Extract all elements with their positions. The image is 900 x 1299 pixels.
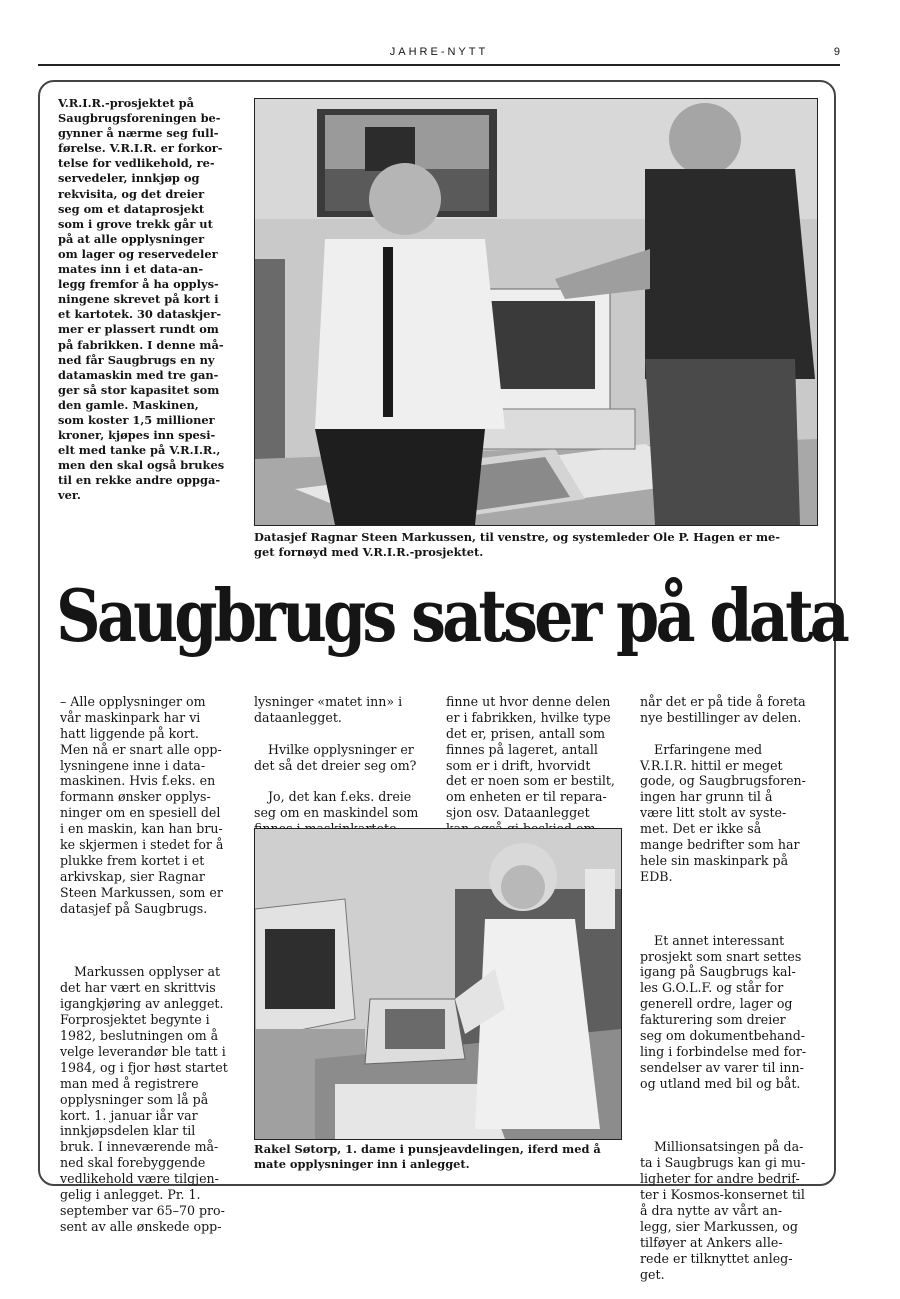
column-2-paragraph-2: Hvilke opplysninger er det så det dreier seg om? — [254, 741, 417, 773]
photo-illustration — [255, 99, 817, 525]
column-4-paragraph-4: Millionsatsingen på da- ta i Saugbrugs kan gi mu- ligheter for andre bedrif- ter i Kosmos-konsernet til å dra nytte av vårt an- legg, sier Markussen, og tilføyer at Ankers alle- rede er tilknyttet anleg- get. — [640, 1139, 806, 1282]
photo-illustration-2 — [255, 829, 621, 1139]
publication-title: JAHRE-NYTT — [389, 46, 489, 58]
page-header — [38, 46, 840, 64]
column-1-paragraph-2: Markussen opplyser at det har vært en skrittvis igangkjøring av anlegget. Forprosjektet begynte i 1982, beslutningen om å velge leverandør ble tatt i 1984, og i fjor høst startet man med å registrere opplysninger som lå på kort. 1. januar iår var innkjøpsdelen klar til bruk. I inneværende må- ned skal forebyggende vedlikehold være tilgjen- gelig i anlegget. Pr. 1. september var 65–70 pro- sent av alle ønskede opp- — [60, 964, 228, 1234]
column-4-paragraph-2: Erfaringene med V.R.I.R. hittil er meget gode, og Saugbrugsforen- ingen har grunn til å være litt stolt av syste- met. Det er ikke så mange bedrifter som har hele sin maskinpark på EDB. — [640, 741, 806, 884]
column-3-paragraph-1: finne ut hvor denne delen er i fabrikken, hvilke type det er, prisen, antall som finnes på lageret, antall som er i drift, hvorvidt det er noen som er bestilt, om enheten er til repara- sjon osv. Dataanlegget — [446, 693, 615, 821]
photo-caption-top: Datasjef Ragnar Steen Markussen, til venstre, og systemleder Ole P. Hagen er me- get fornøyd med V.R.I.R.-prosjektet. — [254, 530, 781, 559]
headline: Saugbrugs satser på data — [56, 573, 847, 658]
column-1-paragraph-1: – Alle opplysninger om vår maskinpark har vi hatt liggende på kort. Men nå er snart alle opp- lysningene inne i data- maskinen. Hvis f.eks. en formann ønsker opplys- ninger om en spesiell del i en maskin, kan han bru- ke skjermen i stedet for å plukke frem kortet i et arkivskap, sier Ragnar Steen Markussen, som er datasjef på Saugbrugs. — [60, 693, 224, 916]
column-2-paragraph-3: Jo, det kan f.eks. dreie seg om en maskindel som — [254, 789, 419, 821]
column-4-paragraph-1: når det er på tide å foreta nye bestillinger av delen. — [640, 693, 806, 725]
photo-caption-bottom: Rakel Søtorp, 1. dame i punsjeavdelingen, iferd med å mate opplysninger inn i anlegget. — [254, 1142, 601, 1171]
column-2-paragraph-1: lysninger «matet inn» i dataanlegget. — [254, 693, 403, 725]
paragraph-gap — [60, 933, 234, 949]
header-rule — [38, 64, 840, 66]
column-3 — [446, 678, 622, 853]
intro-text: V.R.I.R.-prosjektet på Saugbrugsforeningen be- gynner å nærme seg full- førelse. V.R.I.R. er forkor- telse for vedlikehold, re- servedeler, innkjøp og rekvisita, og det dreier seg om et dataprosjekt som i grove trekk går ut på at alle opplysninger om lager og reservedeler mates inn i et data-an- legg fremfor å ha opplys- ningene skrevet på kort i et kartotek. 30 dataskjer- mer er plassert rundt om på fabrikken. I denne må- ned får Saugbrugs en ny datamaskin med tre gan- ger så stor kapasitet som den gamle. Maskinen, som koster 1,5 millioner kroner, kjøpes inn spesi- elt med tanke på V.R.I.R., men den skal også brukes til en rekke andre oppga- ver. — [58, 96, 225, 503]
photo-two-men-computer — [254, 98, 818, 526]
column-1 — [60, 678, 234, 1251]
photo-woman-at-terminal — [254, 828, 622, 1140]
paragraph-gap — [640, 1108, 818, 1124]
column-4 — [640, 678, 818, 1299]
column-4-paragraph-3: Et annet interessant prosjekt som snart settes igang på Saugbrugs kal- les G.O.L.F. og står for generell ordre, lager og fakturering som dreier seg om dokumentbehand- ling i forbindelse med for- sendelser av varer til inn- og utland med bil og båt. — [640, 932, 807, 1091]
paragraph-gap — [640, 901, 818, 917]
page-number: 9 — [833, 46, 840, 58]
